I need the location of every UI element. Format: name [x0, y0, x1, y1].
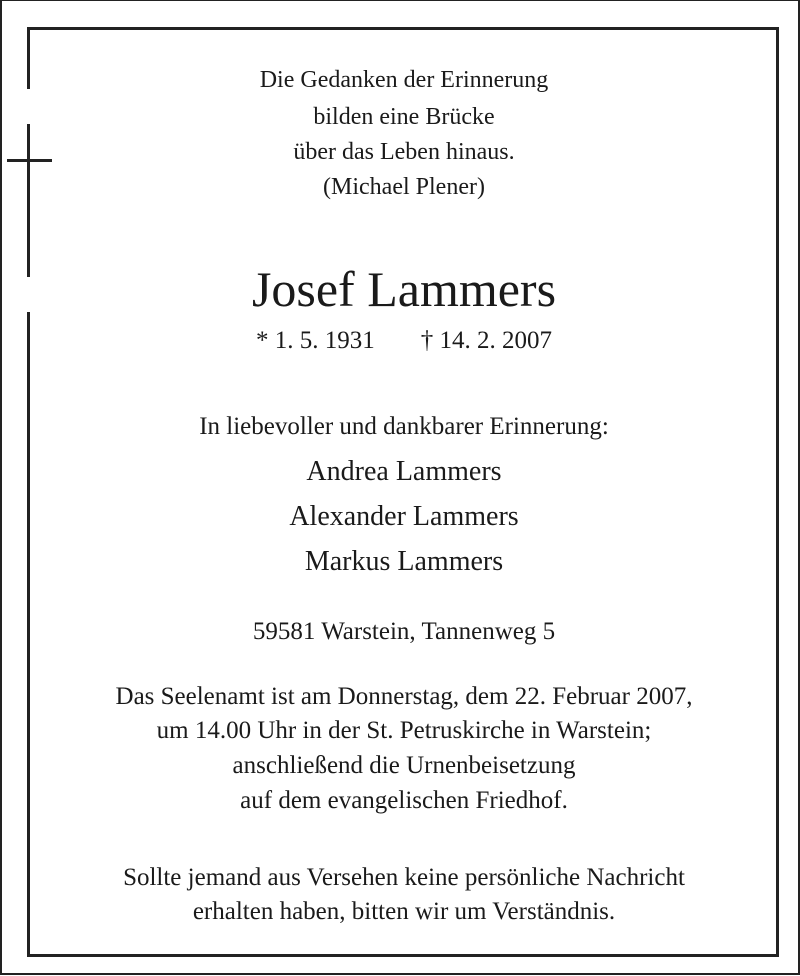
service-line: anschließend die Urnenbeisetzung: [232, 752, 576, 779]
closing-line: Sollte jemand aus Versehen keine persönliche Nachricht: [123, 864, 685, 891]
deceased-name: Josef Lammers: [251, 261, 557, 317]
mourner-name: Alexander Lammers: [289, 501, 519, 532]
frame-bottom: [27, 954, 779, 957]
service-line: auf dem evangelischen Friedhof.: [240, 787, 568, 814]
quote-line: Die Gedanken der Erinnerung: [259, 67, 549, 93]
quote-line: über das Leben hinaus.: [293, 139, 515, 165]
quote-author: (Michael Plener): [323, 174, 485, 200]
address: 59581 Warstein, Tannenweg 5: [252, 618, 556, 645]
frame-top: [27, 27, 779, 30]
mourner-name: Markus Lammers: [304, 546, 504, 577]
life-dates: [0, 328, 800, 353]
service-line: Das Seelenamt ist am Donnerstag, dem 22. Februar 2007,: [115, 683, 693, 710]
birth-date: * 1. 5. 1931: [256, 327, 375, 354]
service-line: um 14.00 Uhr in der St. Petruskirche in Warstein;: [156, 717, 652, 744]
mourners-intro: In liebevoller und dankbarer Erinnerung:: [199, 413, 609, 440]
closing-line: erhalten haben, bitten wir um Verständnis.: [192, 898, 616, 925]
death-date: † 14. 2. 2007: [420, 327, 552, 354]
quote-line: bilden eine Brücke: [313, 104, 495, 130]
mourner-name: Andrea Lammers: [306, 456, 502, 487]
frame-right: [776, 27, 779, 957]
